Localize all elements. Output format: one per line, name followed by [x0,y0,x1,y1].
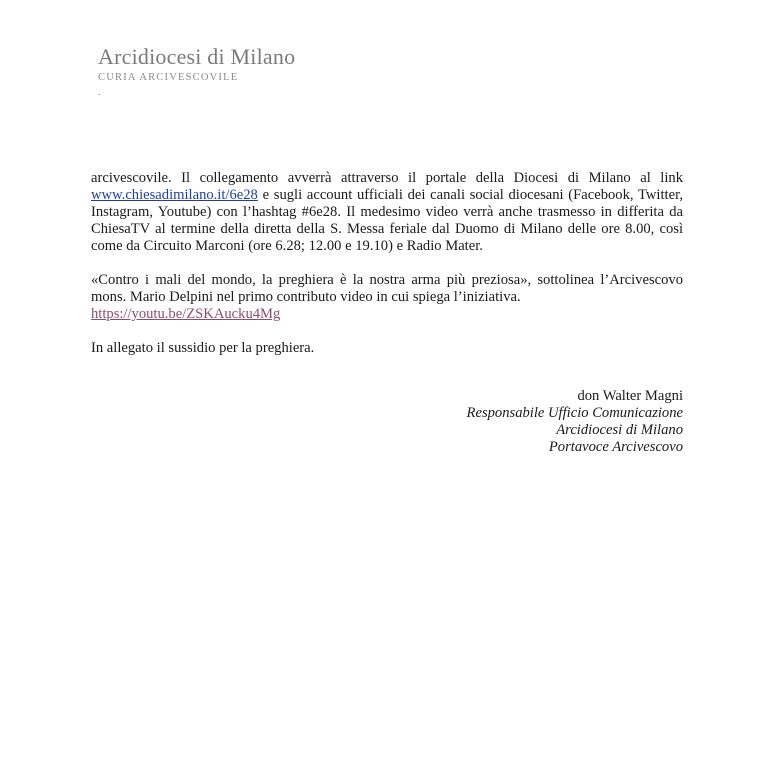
paragraph-quote [91,272,683,323]
signature-name: don Walter Magni [577,388,683,404]
paragraph-text: e sugli account ufficiali dei canali social diocesani (Facebook, Twitter, Instagram, Youtube) con l’hashtag #6e28. Il medesimo video verrà anche trasmesso in differita da ChiesaTV al termine della diretta della S. Messa feriale dal Duomo di Milano delle ore 8.00, così come da Circuito Marconi (ore 6.28; 12.00 e 19.10) e Radio Mater. [91,187,683,254]
chiesadimilano-link[interactable]: www.chiesadimilano.it/6e28 [91,187,258,203]
letterhead-dot: . [98,87,101,98]
signature-block [467,388,683,456]
paragraph-text: arcivescovile. Il collegamento avverrà attraverso il portale della Diocesi di Milano al link [91,170,683,186]
paragraph-attachment: In allegato il sussidio per la preghiera. [91,340,315,356]
paragraph-text: «Contro i mali del mondo, la preghiera è la nostra arma più preziosa», sottolinea l’Arcivescovo mons. Mario Delpini nel primo contributo video in cui spiega l’iniziativa. [91,272,683,305]
youtube-link[interactable]: https://youtu.be/ZSKAucku4Mg [91,306,281,322]
signature-role: Responsabile Ufficio Comunicazione [466,405,683,421]
organization-name: Arcidiocesi di Milano [98,44,296,69]
signature-organization: Arcidiocesi di Milano [556,422,683,438]
signature-title: Portavoce Arcivescovo [548,439,683,455]
letterhead [98,44,295,98]
organization-subtitle: CURIA ARCIVESCOVILE [98,72,239,83]
paragraph-broadcast [91,170,683,255]
document-body [91,170,683,374]
